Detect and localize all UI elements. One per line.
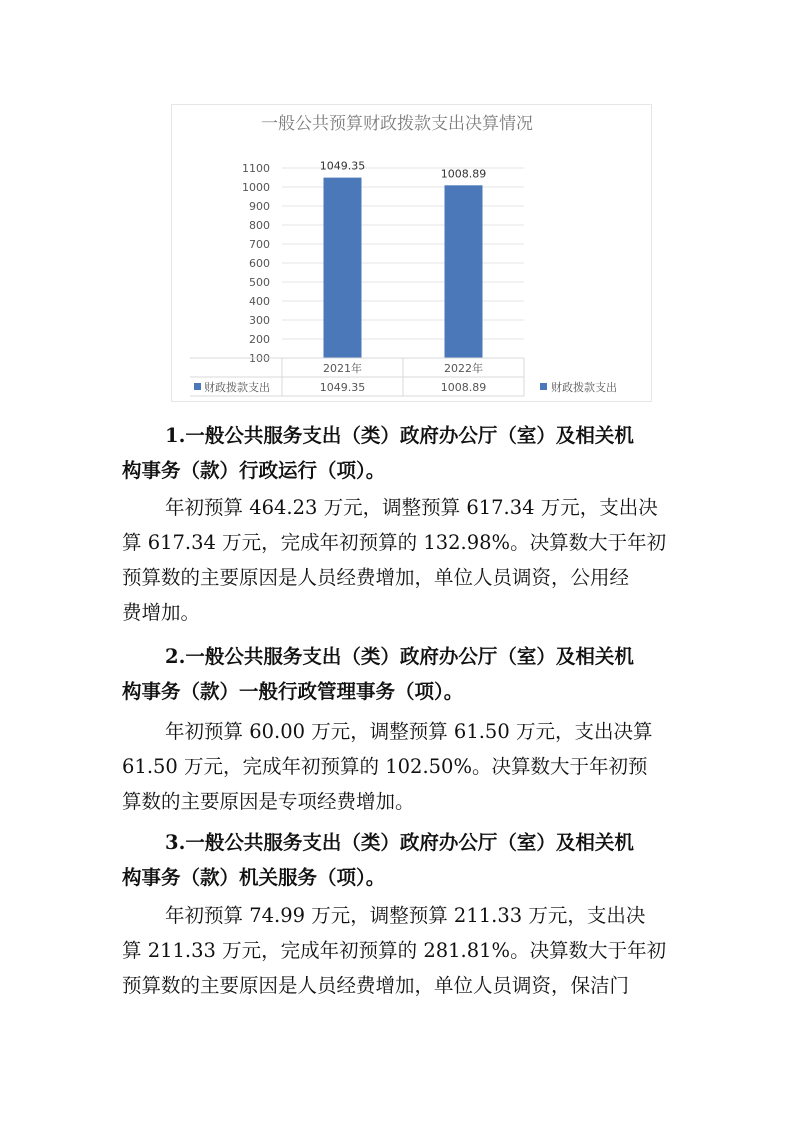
body-line: 年初预算 74.99 万元，调整预算 211.33 万元，支出决 xyxy=(165,904,646,927)
legend-swatch xyxy=(540,383,547,390)
heading-line: 1.一般公共服务支出（类）政府办公厅（室）及相关机 xyxy=(165,424,634,447)
chart-title: 一般公共预算财政拨款支出决算情况 xyxy=(261,114,533,134)
y-tick-label: 800 xyxy=(249,219,270,232)
section-1-heading xyxy=(122,418,682,488)
table-legend-swatch xyxy=(194,383,201,390)
heading-line: 构事务（款）机关服务（项）。 xyxy=(122,866,386,889)
table-value: 1008.89 xyxy=(440,381,487,394)
x-category-label: 2022年 xyxy=(444,362,483,375)
body-line: 预算数的主要原因是人员经费增加，单位人员调资，保洁门 xyxy=(122,974,630,997)
body-line: 61.50 万元，完成年初预算的 102.50%。决算数大于年初预 xyxy=(122,755,648,778)
data-label: 1008.89 xyxy=(440,167,487,181)
heading-line: 构事务（款）一般行政管理事务（项）。 xyxy=(122,680,464,703)
legend-label: 财政拨款支出 xyxy=(551,381,617,394)
data-label: 1049.35 xyxy=(319,159,366,173)
y-tick-label: 1000 xyxy=(242,181,270,194)
y-tick-label: 300 xyxy=(249,314,270,327)
y-tick-label: 600 xyxy=(249,257,270,270)
heading-line: 构事务（款）行政运行（项）。 xyxy=(122,459,386,482)
y-tick-label: 1100 xyxy=(242,162,270,175)
y-tick-label: 100 xyxy=(249,352,270,365)
y-tick-label: 500 xyxy=(249,276,270,289)
bar-chart xyxy=(171,104,652,402)
body-line: 算 211.33 万元，完成年初预算的 281.81%。决算数大于年初 xyxy=(122,939,667,962)
section-3-body xyxy=(122,898,682,1003)
y-tick-label: 700 xyxy=(249,238,270,251)
body-line: 预算数的主要原因是人员经费增加，单位人员调资，公用经 xyxy=(122,566,630,589)
section-3-heading xyxy=(122,825,682,895)
x-category-label: 2021年 xyxy=(323,362,362,375)
body-line: 算数的主要原因是专项经费增加。 xyxy=(122,790,415,813)
body-line: 算 617.34 万元，完成年初预算的 132.98%。决算数大于年初 xyxy=(122,531,667,554)
table-legend-label: 财政拨款支出 xyxy=(204,381,270,394)
heading-line: 2.一般公共服务支出（类）政府办公厅（室）及相关机 xyxy=(165,645,634,668)
body-line: 年初预算 60.00 万元，调整预算 61.50 万元，支出决算 xyxy=(165,720,653,743)
section-2-body xyxy=(122,714,682,819)
heading-line: 3.一般公共服务支出（类）政府办公厅（室）及相关机 xyxy=(165,831,634,854)
chart-canvas xyxy=(172,105,651,401)
section-1-body xyxy=(122,490,682,630)
bar xyxy=(445,185,483,358)
y-tick-label: 900 xyxy=(249,200,270,213)
section-2-heading xyxy=(122,639,682,709)
table-value: 1049.35 xyxy=(319,381,366,394)
y-tick-label: 400 xyxy=(249,295,270,308)
body-line: 费增加。 xyxy=(122,601,201,624)
bar xyxy=(324,178,362,358)
y-tick-label: 200 xyxy=(249,333,270,346)
body-line: 年初预算 464.23 万元，调整预算 617.34 万元，支出决 xyxy=(165,496,658,519)
